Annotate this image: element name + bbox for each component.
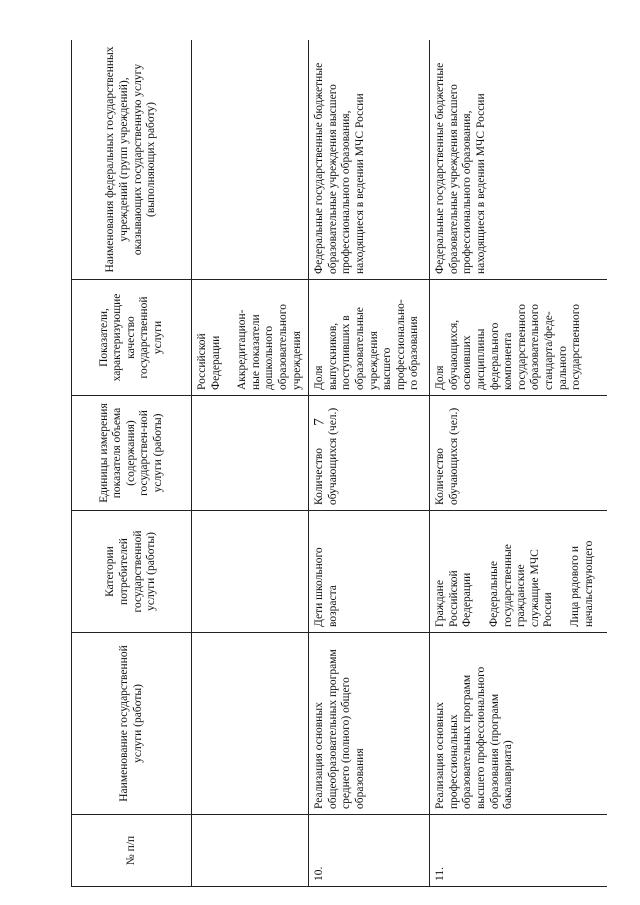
header-service: Наименование государственной услуги (работы) — [72, 633, 192, 815]
table-row — [309, 40, 430, 887]
row-institutions: Федеральные государственные бюджетные образовательные учреждения высшего профессионального образования, находящиеся в ведении МЧС России — [430, 40, 607, 280]
rotated-table-area — [71, 40, 607, 887]
row-units: Количество обучающихся (чел.) — [309, 396, 430, 511]
rotated-page-content — [71, 40, 607, 887]
row-service — [192, 633, 309, 815]
header-institutions: Наименования федеральных государственных учреждений (групп учреждений), оказывающих государственную услугу (выполняющих работу) — [72, 40, 192, 280]
header-consumers: Категории потребителей государственной услуги (работы) — [72, 511, 192, 633]
table-row — [192, 40, 309, 887]
row-num: 11. — [430, 815, 607, 887]
row-quality: Российской Федерации Аккредитацион- ные показатели дошкольного образовательного учреждения — [192, 280, 309, 396]
row-institutions: Федеральные государственные бюджетные образовательные учреждения высшего профессионального образования, находящиеся в ведении МЧС России — [309, 40, 430, 280]
table-row — [430, 40, 607, 887]
row-num: 10. — [309, 815, 430, 887]
row-consumers — [192, 511, 309, 633]
row-institutions — [192, 40, 309, 280]
header-quality: Показатели, характеризующие качество государственной услуги — [72, 280, 192, 396]
row-consumers: Дети школьного возраста — [309, 511, 430, 633]
table-header-row — [72, 40, 192, 887]
row-service: Реализация основных профессиональных образовательных программ высшего профессионального образования (программ бакалавриата) — [430, 633, 607, 815]
page-number: 7 — [311, 418, 328, 426]
row-units — [192, 396, 309, 511]
row-num — [192, 815, 309, 887]
row-quality: Доля выпускников, поступивших в образовательные учреждения высшего профессионально- го образования — [309, 280, 430, 396]
row-units: Количество обучающихся (чел.) — [430, 396, 607, 511]
header-num: № п/п — [72, 815, 192, 887]
row-quality: Доля обучающихся, освоивших дисциплины федерального компонента государственного образовательного стандарта/феде- рального государственного — [430, 280, 607, 396]
header-units: Единицы измерения показателя объема (содержания) государствен-ной услуги (работы) — [72, 396, 192, 511]
services-table — [71, 40, 607, 887]
row-service: Реализация основных общеобразовательных программ среднего (полного) общего образования — [309, 633, 430, 815]
row-consumers: Граждане Российской Федерации Федеральные государственные гражданские служащие МЧС России Лица рядового и начальствующего — [430, 511, 607, 633]
